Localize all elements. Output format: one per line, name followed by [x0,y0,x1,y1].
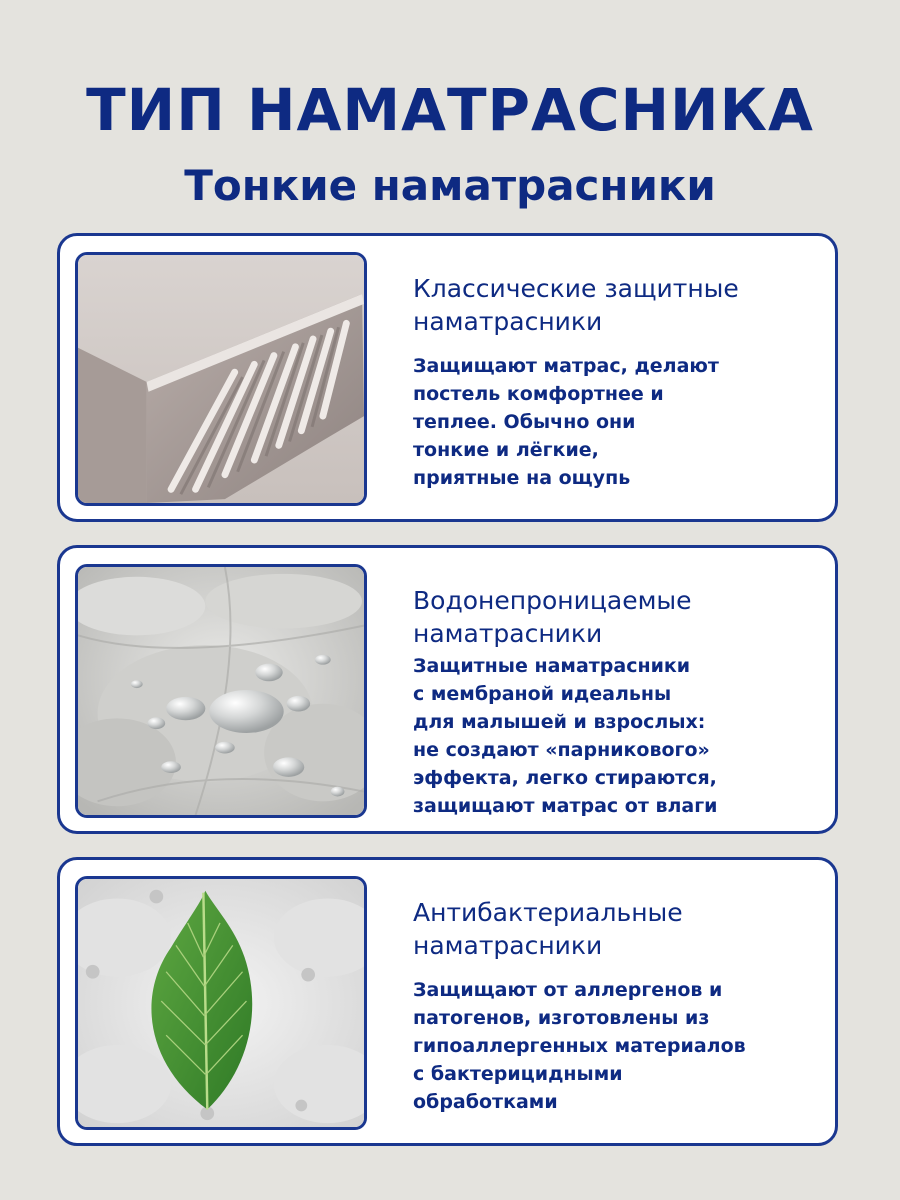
card-description: Защищают матрас, делают постель комфортнее и теплее. Обычно они тонкие и лёгкие, приятные на ощупь [413,355,719,489]
page-subtitle: Тонкие наматрасники [184,161,716,210]
card-waterproof [57,545,838,834]
card-title: Антибактериальные наматрасники [413,898,683,960]
card-description: Защитные наматрасники с мембраной идеальны для малышей и взрослых: не создают «парникового» эффекта, легко стираются, защищают матрас от влаги [413,655,718,817]
card-description: Защищают от аллергенов и патогенов, изготовлены из гипоаллергенных материалов с бактерицидными обработками [413,979,746,1113]
green-leaf-photo [75,876,367,1130]
water-drops-photo [75,564,367,818]
card-antibacterial [57,857,838,1146]
fitted-cover-photo [75,252,367,506]
card-title: Классические защитные наматрасники [413,274,739,336]
card-title: Водонепроницаемые наматрасники [413,586,692,648]
page-title: ТИП НАМАТРАСНИКА [86,76,814,144]
card-classic [57,233,838,522]
